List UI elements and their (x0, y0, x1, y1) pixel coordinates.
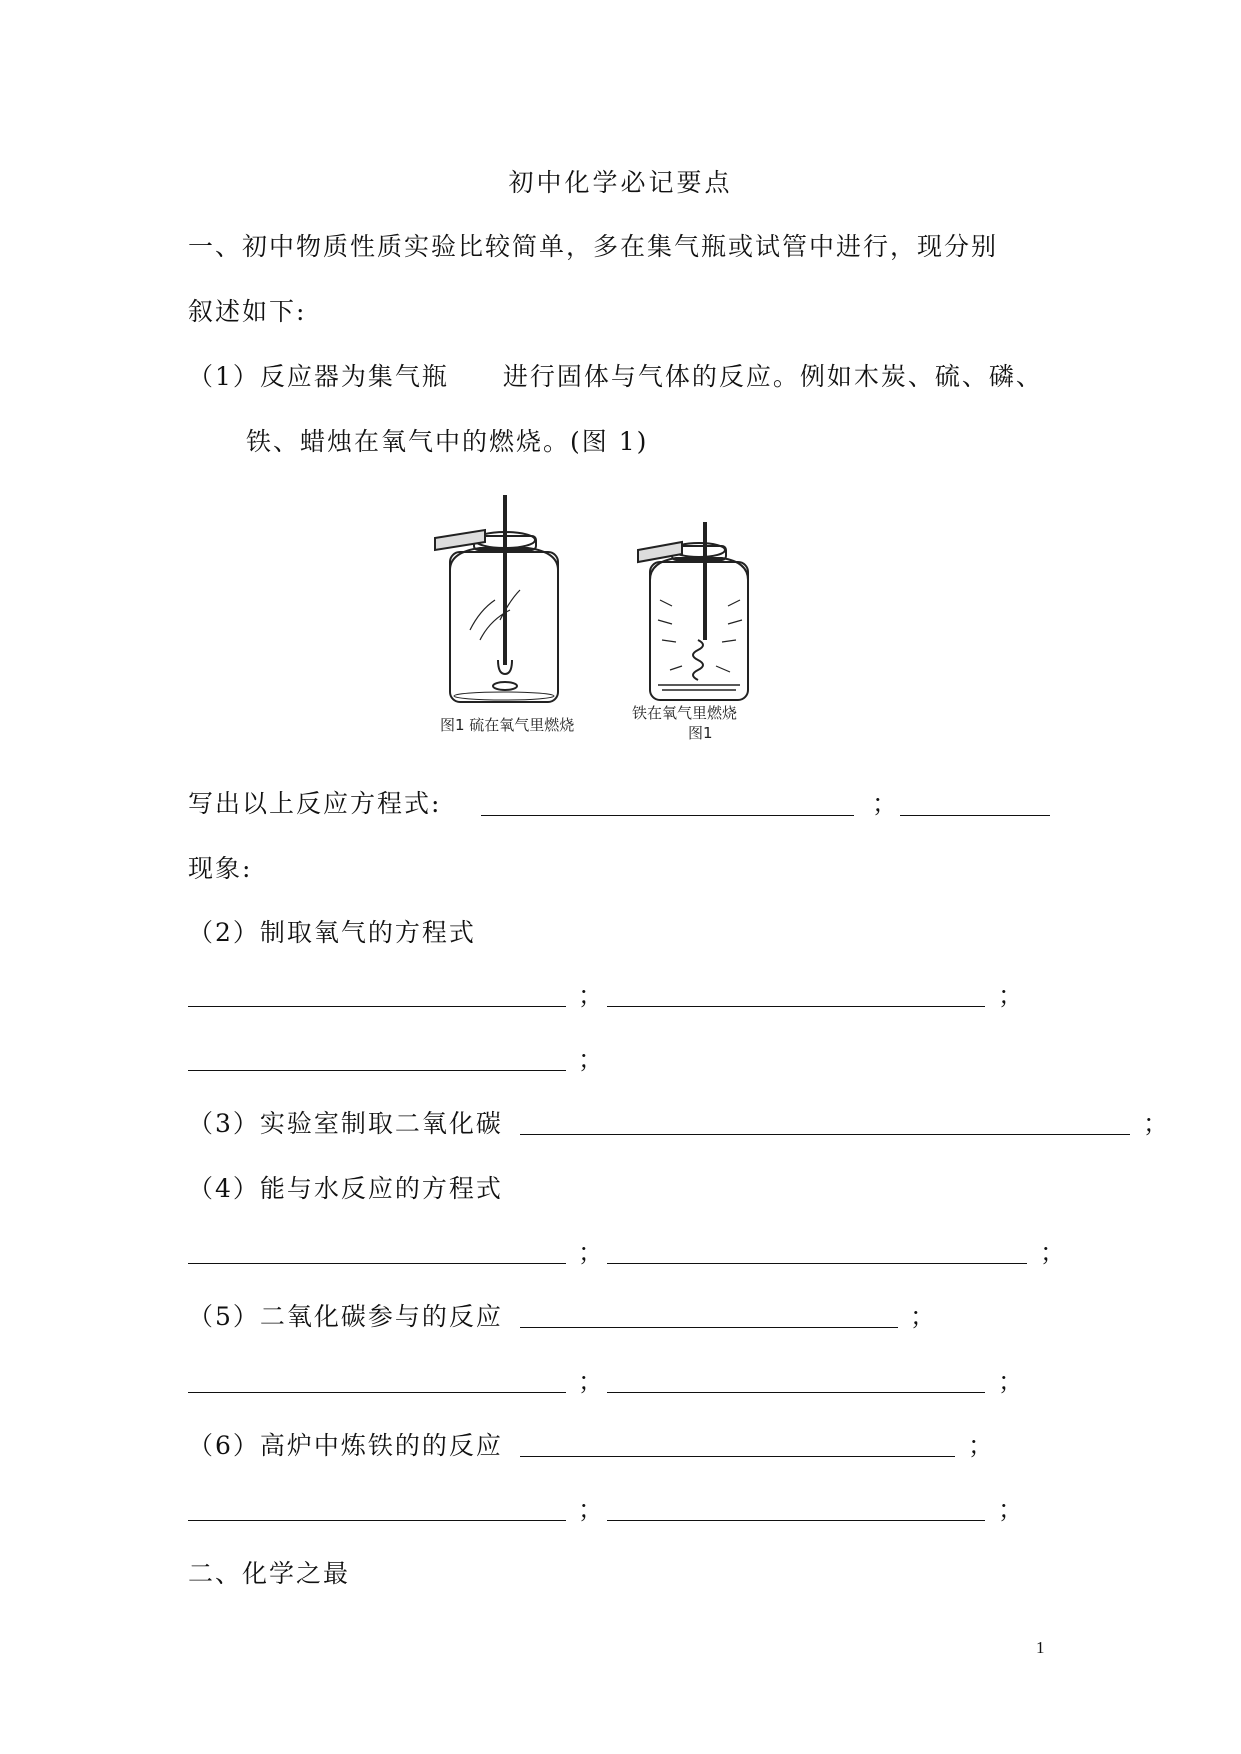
answer-blank[interactable] (607, 1520, 985, 1521)
answer-blank[interactable] (188, 1520, 566, 1521)
figure-caption-right-top: 铁在氧气里燃烧 (632, 704, 738, 722)
figure-caption-right-bottom: 图1 (688, 724, 713, 742)
semicolon: ； (1143, 1109, 1169, 1138)
item2-label: （2）制取氧气的方程式 (188, 918, 476, 947)
semicolon: ； (998, 1367, 1024, 1396)
section1-intro-line2: 叙述如下: (188, 297, 307, 326)
answer-blank[interactable] (607, 1006, 985, 1007)
page-number: 1 (1036, 1638, 1045, 1657)
answer-blank[interactable] (900, 815, 1050, 816)
phenomenon-label: 现象: (188, 854, 253, 883)
figure-caption-left: 图1 硫在氧气里燃烧 (440, 716, 575, 734)
item1-line1: （1）反应器为集气瓶 进行固体与气体的反应。例如木炭、硫、磷、 (188, 362, 1043, 391)
semicolon: ； (910, 1302, 936, 1331)
answer-blank[interactable] (481, 815, 854, 816)
semicolon: ； (998, 1495, 1024, 1524)
answer-blank[interactable] (188, 1392, 566, 1393)
semicolon: ； (578, 1495, 604, 1524)
semicolon: ； (998, 981, 1024, 1010)
page-title: 初中化学必记要点 (508, 168, 733, 197)
answer-blank[interactable] (607, 1263, 1027, 1264)
item6-label: （6）高炉中炼铁的的反应 (188, 1431, 503, 1460)
section1-intro-line1: 一、初中物质性质实验比较简单，多在集气瓶或试管中进行，现分别 (188, 232, 999, 261)
answer-blank[interactable] (607, 1392, 985, 1393)
bottle-iron-icon (638, 522, 748, 700)
bottle-sulfur-icon (435, 495, 558, 702)
write-equations-label: 写出以上反应方程式: (188, 789, 442, 818)
semicolon: ； (578, 981, 604, 1010)
answer-blank[interactable] (188, 1263, 566, 1264)
item3-label: （3）实验室制取二氧化碳 (188, 1109, 503, 1138)
semicolon: ； (578, 1367, 604, 1396)
semicolon: ； (872, 789, 898, 818)
answer-blank[interactable] (520, 1456, 955, 1457)
item1-line2: 铁、蜡烛在氧气中的燃烧。(图 1) (246, 427, 649, 456)
semicolon: ； (968, 1431, 994, 1460)
item4-label: （4）能与水反应的方程式 (188, 1174, 503, 1203)
section2-heading: 二、化学之最 (188, 1559, 351, 1588)
semicolon: ； (1040, 1238, 1066, 1267)
figure-1-gas-bottles (410, 490, 780, 750)
semicolon: ； (578, 1238, 604, 1267)
answer-blank[interactable] (520, 1134, 1130, 1135)
answer-blank[interactable] (188, 1006, 566, 1007)
semicolon: ； (578, 1045, 604, 1074)
answer-blank[interactable] (520, 1327, 898, 1328)
answer-blank[interactable] (188, 1070, 566, 1071)
item5-label: （5）二氧化碳参与的反应 (188, 1302, 503, 1331)
